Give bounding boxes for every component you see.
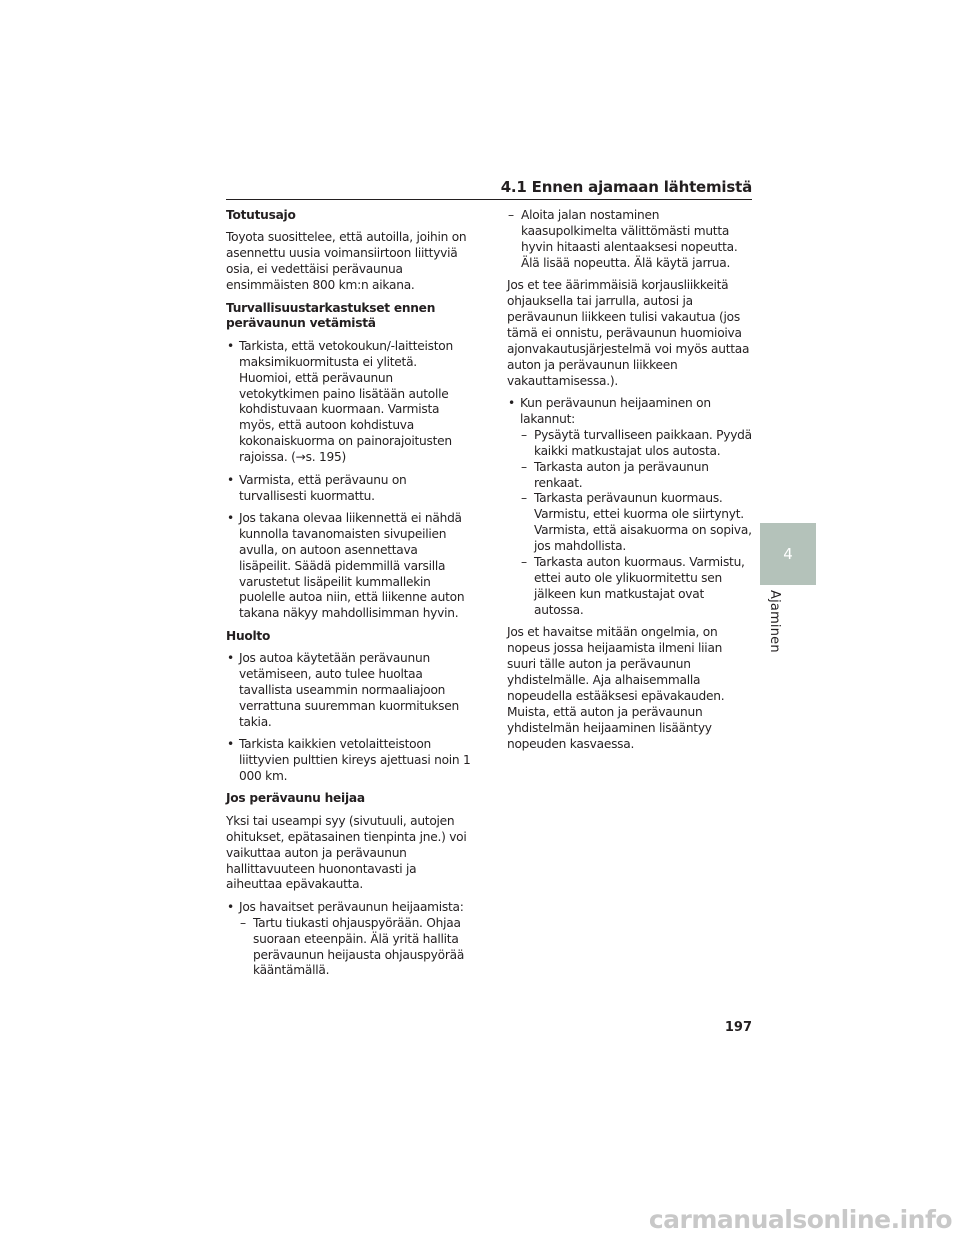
bullet-max-load: • Tarkista, että vetokoukun/-laitteiston maksimikuormitusta ei ylitetä. Huomioi, että perävaunun vetokytkimen paino lisätään autolle kohdistuvaan kuormaan. Varmista myös, että autoon kohdistuva kokonaiskuorma on painorajoitusten rajoissa. (→s. 195) [226,339,471,466]
left-column [226,208,471,979]
right-column [507,208,752,759]
chapter-tab[interactable]: 4 [760,523,816,585]
dash-check-vehicle-load: – Tarkasta auton kuormaus. Varmistu, ettei auto ole ylikuormitettu sen jälkeen kun matkustajat ovat autossa. [507,555,752,619]
watermark-text: carmanualsonline.info [648,1205,952,1234]
paragraph-stabilize: Jos et tee äärimmäisiä korjausliikkeitä ohjauksella tai jarrulla, autosi ja perävaunun liikkeen tulisi vakautua (jos tämä ei onnistu, perävaunun huomioiva ajonvakautusjärjestelmä voi myös auttaa auton ja perävaunun liikkeen vakauttamisessa.). [507,278,750,388]
heading-trailer-sway: Jos perävaunu heijaa [226,791,365,806]
bullet-sway-detected: • Jos havaitset perävaunun heijaamista: [226,900,471,916]
bullet-trailer-loaded: • Varmista, että perävaunu on turvallisesti kuormattu. [226,473,471,505]
page-number: 197 [724,1020,752,1035]
dash-check-tires: – Tarkasta auton ja perävaunun renkaat. [507,460,752,492]
dash-grip-wheel: – Tartu tiukasti ohjauspyörään. Ohjaa suoraan eteenpäin. Älä yritä hallita perävaunun heijausta ohjauspyörää kääntämällä. [226,916,471,980]
paragraph-no-problems: Jos et havaitse mitään ongelmia, on nopeus jossa heijaamista ilmeni liian suuri tälle auton ja perävaunun yhdistelmälle. Aja alhaisemmalla nopeudella estääksesi epävakauden. Muista, että auton ja perävaunun yhdistelmän heijaaminen lisääntyy nopeuden kasvaessa. [507,625,725,751]
heading-maintenance: Huolto [226,628,271,643]
header-divider [226,199,752,200]
heading-break-in: Totutusajo [226,208,296,222]
bullet-bolts: • Tarkista kaikkien vetolaitteistoon liittyvien pulttien kireys ajettuasi noin 1 000 km. [226,737,471,785]
dash-stop-safely: – Pysäytä turvalliseen paikkaan. Pyydä kaikki matkustajat ulos autosta. [507,428,752,460]
paragraph-break-in: Toyota suosittelee, että autoilla, joihin on asennettu uusia voimansiirtoon liittyviä osia, ei vedettäisi perävaunua ensimmäisten 800 km:n aikana. [226,230,467,293]
bullet-mirrors: • Jos takana olevaa liikennettä ei nähdä kunnolla tavanomaisten sivupeilien avulla, on autoon asennettava lisäpeilit. Säädä pidemmillä varsilla varustetut lisäpeilit kummallekin puolelle autoa niin, että liikenne auton takana näkyy mahdollisimman hyvin. [226,511,471,622]
section-header: 4.1 Ennen ajamaan lähtemistä [500,178,752,196]
dash-check-trailer-load: – Tarkasta perävaunun kuormaus. Varmistu, ettei kuorma ole siirtynyt. Varmista, että aisakuorma on sopiva, jos mahdollista. [507,491,752,555]
bullet-service: • Jos autoa käytetään perävaunun vetämiseen, auto tulee huoltaa tavallista useammin normaaliajoon verrattuna suuremman kuormituksen takia. [226,651,471,731]
chapter-tab-label: Ajaminen [767,590,782,653]
bullet-sway-stopped: • Kun perävaunun heijaaminen on lakannut: [507,396,752,428]
paragraph-sway-causes: Yksi tai useampi syy (sivutuuli, autojen ohitukset, epätasainen tienpinta jne.) voi vaikuttaa auton ja perävaunun hallittavuuteen huonontavasti ja aiheuttaa epävakautta. [226,813,467,892]
dash-release-accelerator: – Aloita jalan nostaminen kaasupolkimelta välittömästi mutta hyvin hitaasti alentaaksesi nopeutta. Älä lisää nopeutta. Älä käytä jarrua. [507,208,752,272]
heading-safety-checks: Turvallisuustarkastukset ennen perävaunun vetämistä [226,300,436,331]
